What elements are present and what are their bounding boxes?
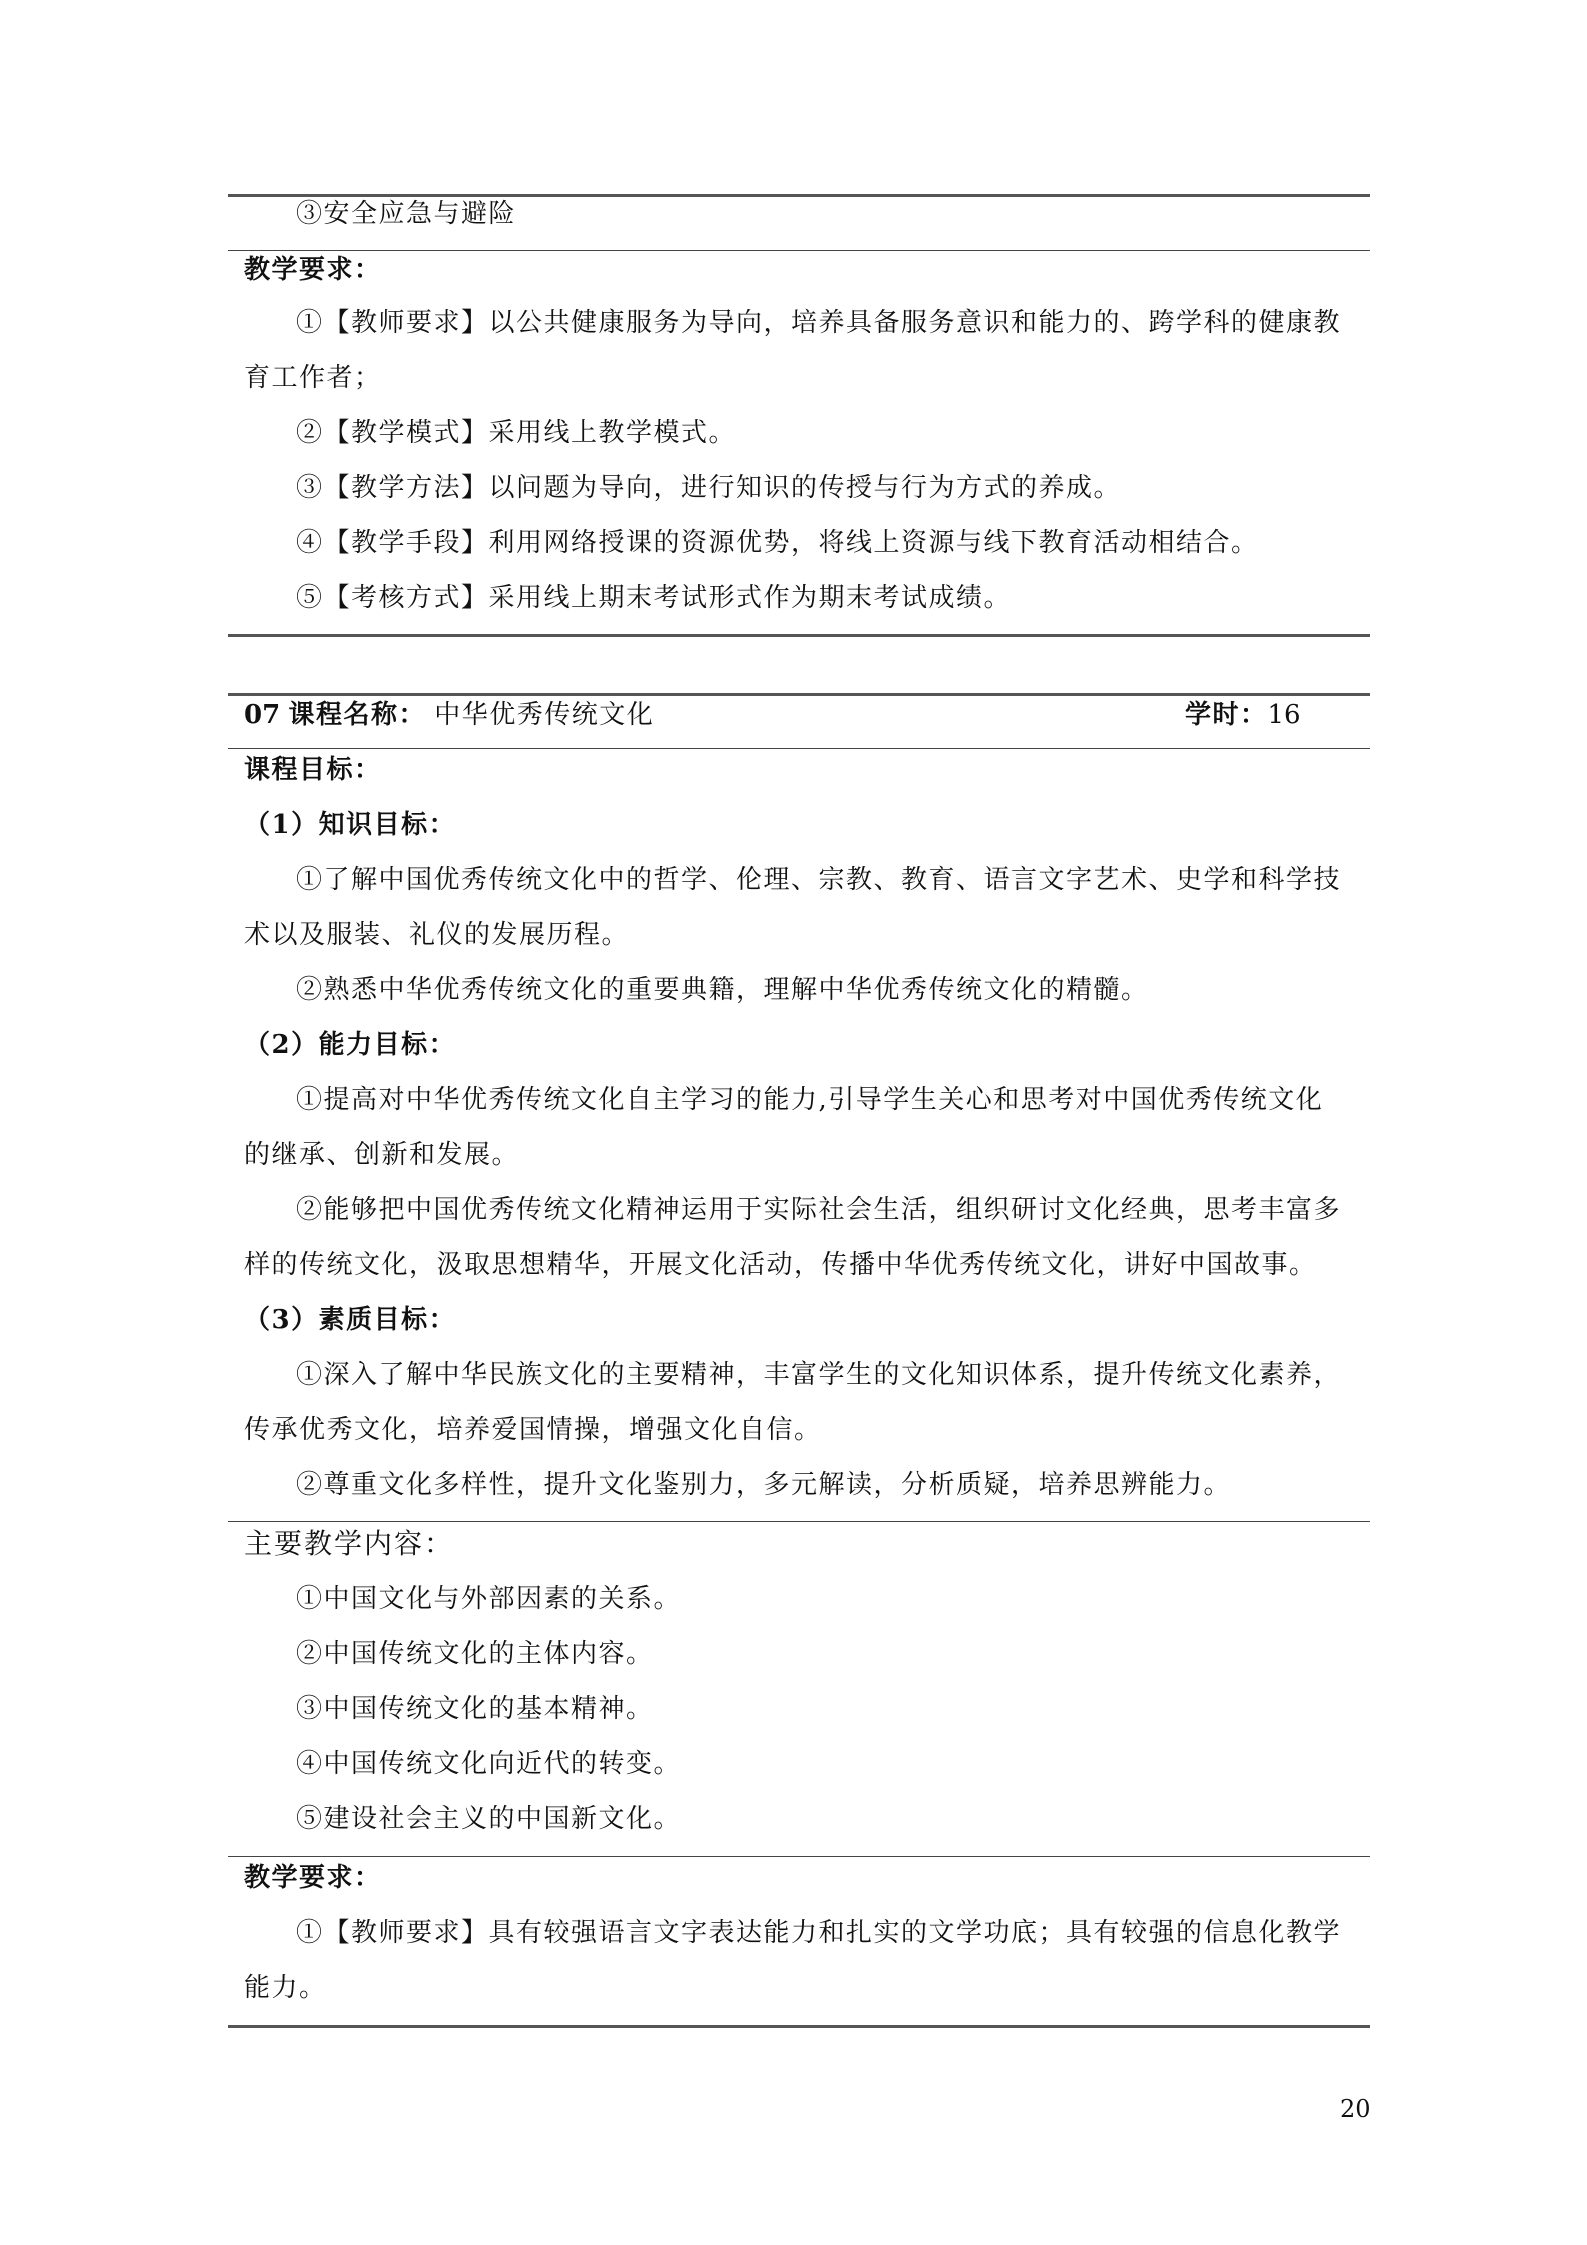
requirement-item: ②【教学模式】采用线上教学模式。 [296,418,737,448]
row-divider [228,1521,1370,1522]
content-item: ③安全应急与避险 [296,199,517,229]
section-heading: 教学要求： [244,255,382,285]
goal-item-cont: 传承优秀文化，培养爱国情操，增强文化自信。 [244,1415,822,1445]
hours-label: 学时： [1185,700,1268,730]
requirement-item: ③【教学方法】以问题为导向，进行知识的传授与行为方式的养成。 [296,473,1122,503]
goal-item-cont: 术以及服装、礼仪的发展历程。 [244,920,630,950]
table-top-rule [228,693,1370,696]
requirement-item: ①【教师要求】以公共健康服务为导向，培养具备服务意识和能力的、跨学科的健康教 [296,308,1342,338]
goal-item: ①了解中国优秀传统文化中的哲学、伦理、宗教、教育、语言文字艺术、史学和科学技 [296,865,1342,895]
course-name: 中华优秀传统文化 [434,700,655,730]
course-hours [1185,697,1301,733]
goal-item-cont: 的继承、创新和发展。 [244,1140,520,1170]
requirement-item: ⑤【考核方式】采用线上期末考试形式作为期末考试成绩。 [296,583,1012,613]
content-item: ⑤建设社会主义的中国新文化。 [296,1804,682,1834]
table-bottom-rule [228,2025,1370,2028]
requirement-item: ①【教师要求】具有较强语言文字表达能力和扎实的文学功底；具有较强的信息化教学 [296,1918,1342,1948]
goal-item: ②能够把中国优秀传统文化精神运用于实际社会生活，组织研讨文化经典，思考丰富多 [296,1195,1342,1225]
page-number: 20 [1340,2095,1371,2123]
row-divider [228,250,1370,251]
course-number: 07 [244,700,281,730]
requirement-item: ④【教学手段】利用网络授课的资源优势，将线上资源与线下教育活动相结合。 [296,528,1259,558]
goal-item: ②尊重文化多样性，提升文化鉴别力，多元解读，分析质疑，培养思辨能力。 [296,1470,1232,1500]
requirement-item-cont: 育工作者； [244,363,382,393]
hours-value: 16 [1267,700,1301,730]
requirement-item-cont: 能力。 [244,1973,327,2003]
course-header [244,697,1354,733]
section-heading: 主要教学内容： [244,1527,455,1560]
goal-item: ②熟悉中华优秀传统文化的重要典籍，理解中华优秀传统文化的精髓。 [296,975,1149,1005]
content-item: ④中国传统文化向近代的转变。 [296,1749,682,1779]
row-divider [228,748,1370,749]
table-bottom-rule [228,634,1370,637]
subsection-heading: （3）素质目标： [244,1305,457,1335]
course-name-label: 课程名称： [288,700,426,730]
content-item: ③中国传统文化的基本精神。 [296,1694,654,1724]
goal-item: ①深入了解中华民族文化的主要精神，丰富学生的文化知识体系，提升传统文化素养， [296,1360,1342,1390]
goal-item: ①提高对中华优秀传统文化自主学习的能力,引导学生关心和思考对中国优秀传统文化 [296,1085,1324,1115]
content-item: ②中国传统文化的主体内容。 [296,1639,654,1669]
subsection-heading: （1）知识目标： [244,810,457,840]
subsection-heading: （2）能力目标： [244,1030,457,1060]
goal-item-cont: 样的传统文化，汲取思想精华，开展文化活动，传播中华优秀传统文化，讲好中国故事。 [244,1250,1317,1280]
row-divider [228,1856,1370,1857]
section-heading: 课程目标： [244,755,382,785]
content-item: ①中国文化与外部因素的关系。 [296,1584,682,1614]
section-heading: 教学要求： [244,1863,382,1893]
